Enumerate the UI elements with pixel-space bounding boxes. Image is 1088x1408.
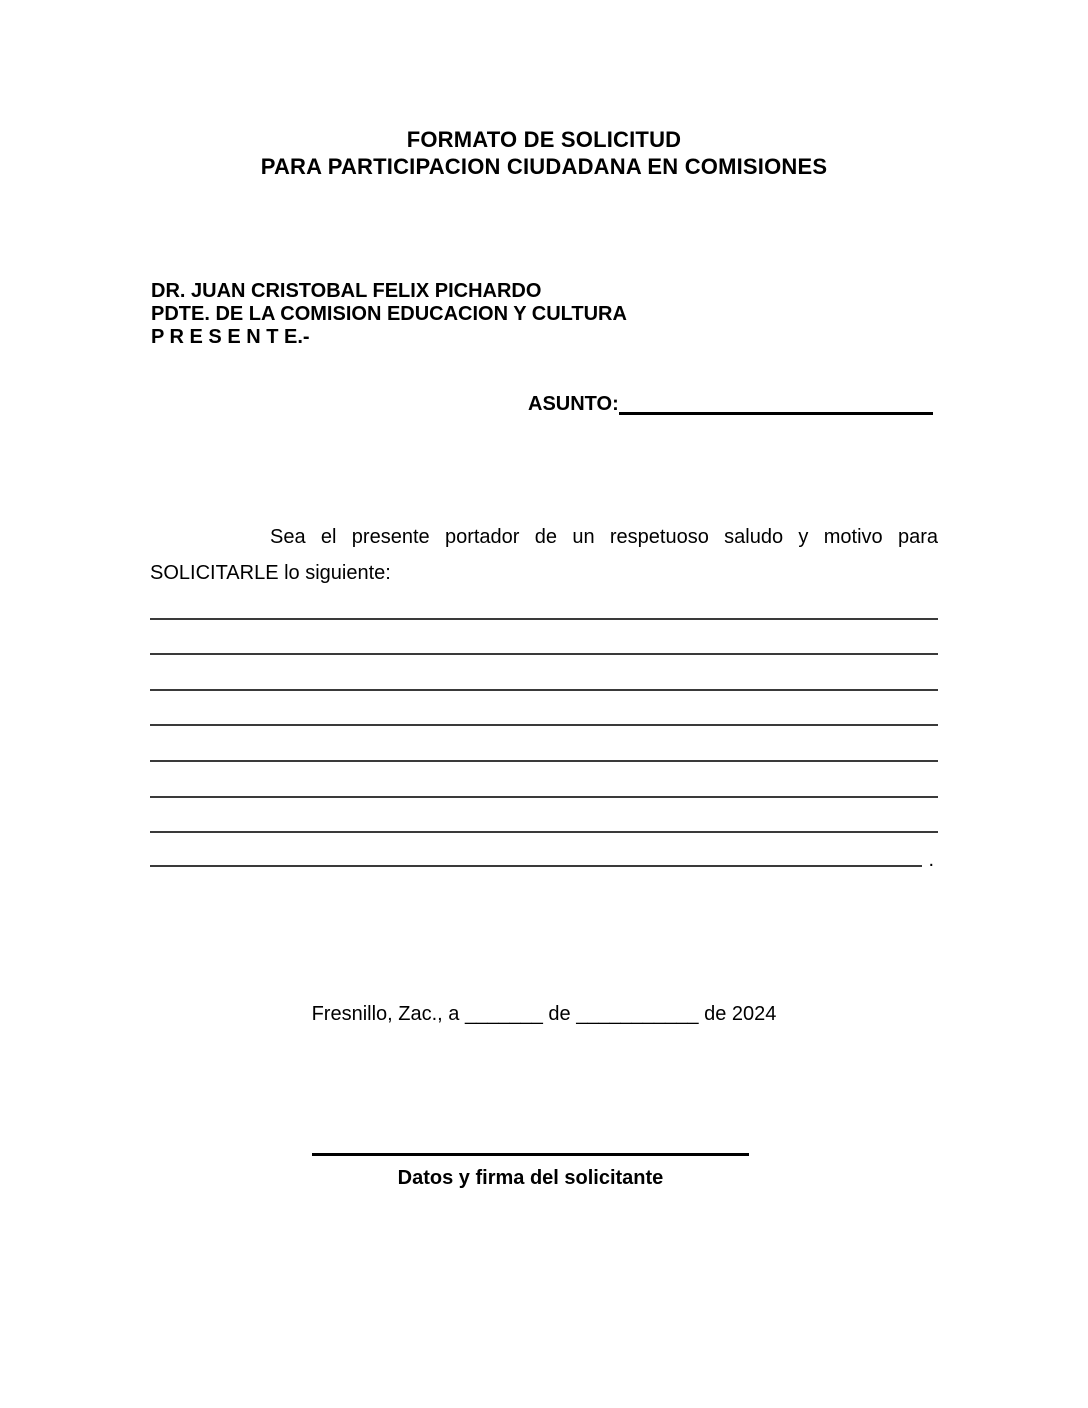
document-title xyxy=(0,126,1088,180)
closing-period: . xyxy=(928,848,934,871)
signature-line xyxy=(312,1130,749,1156)
ruled-line xyxy=(150,762,938,798)
ruled-line xyxy=(150,655,938,691)
ruled-line xyxy=(150,798,938,834)
ruled-line xyxy=(150,620,938,656)
ruled-line xyxy=(150,691,938,727)
recipient-block xyxy=(151,280,627,349)
signature-block xyxy=(312,1130,749,1190)
recipient-salutation: P R E S E N T E.- xyxy=(151,326,310,348)
ruled-line xyxy=(150,833,938,871)
signature-caption: Datos y firma del solicitante xyxy=(397,1167,664,1189)
ruled-line-bar xyxy=(150,833,922,867)
title-line-2: PARA PARTICIPACION CIUDADANA EN COMISIONES xyxy=(260,154,828,179)
date-line: Fresnillo, Zac., a _______ de ___________ de 2024 xyxy=(311,1003,777,1025)
ruled-line xyxy=(150,584,938,620)
recipient-position: PDTE. DE LA COMISION EDUCACION Y CULTURA xyxy=(151,303,627,325)
recipient-name: DR. JUAN CRISTOBAL FELIX PICHARDO xyxy=(151,280,542,302)
ruled-line xyxy=(150,726,938,762)
request-blank-lines xyxy=(150,584,938,871)
subject-blank-field xyxy=(619,392,933,415)
subject-label: ASUNTO: xyxy=(528,393,619,415)
request-paragraph: Sea el presente portador de un respetuoso saludo y motivo para SOLICITARLE lo siguiente: xyxy=(150,526,938,584)
subject-row xyxy=(528,392,933,416)
title-line-1: FORMATO DE SOLICITUD xyxy=(406,127,682,152)
